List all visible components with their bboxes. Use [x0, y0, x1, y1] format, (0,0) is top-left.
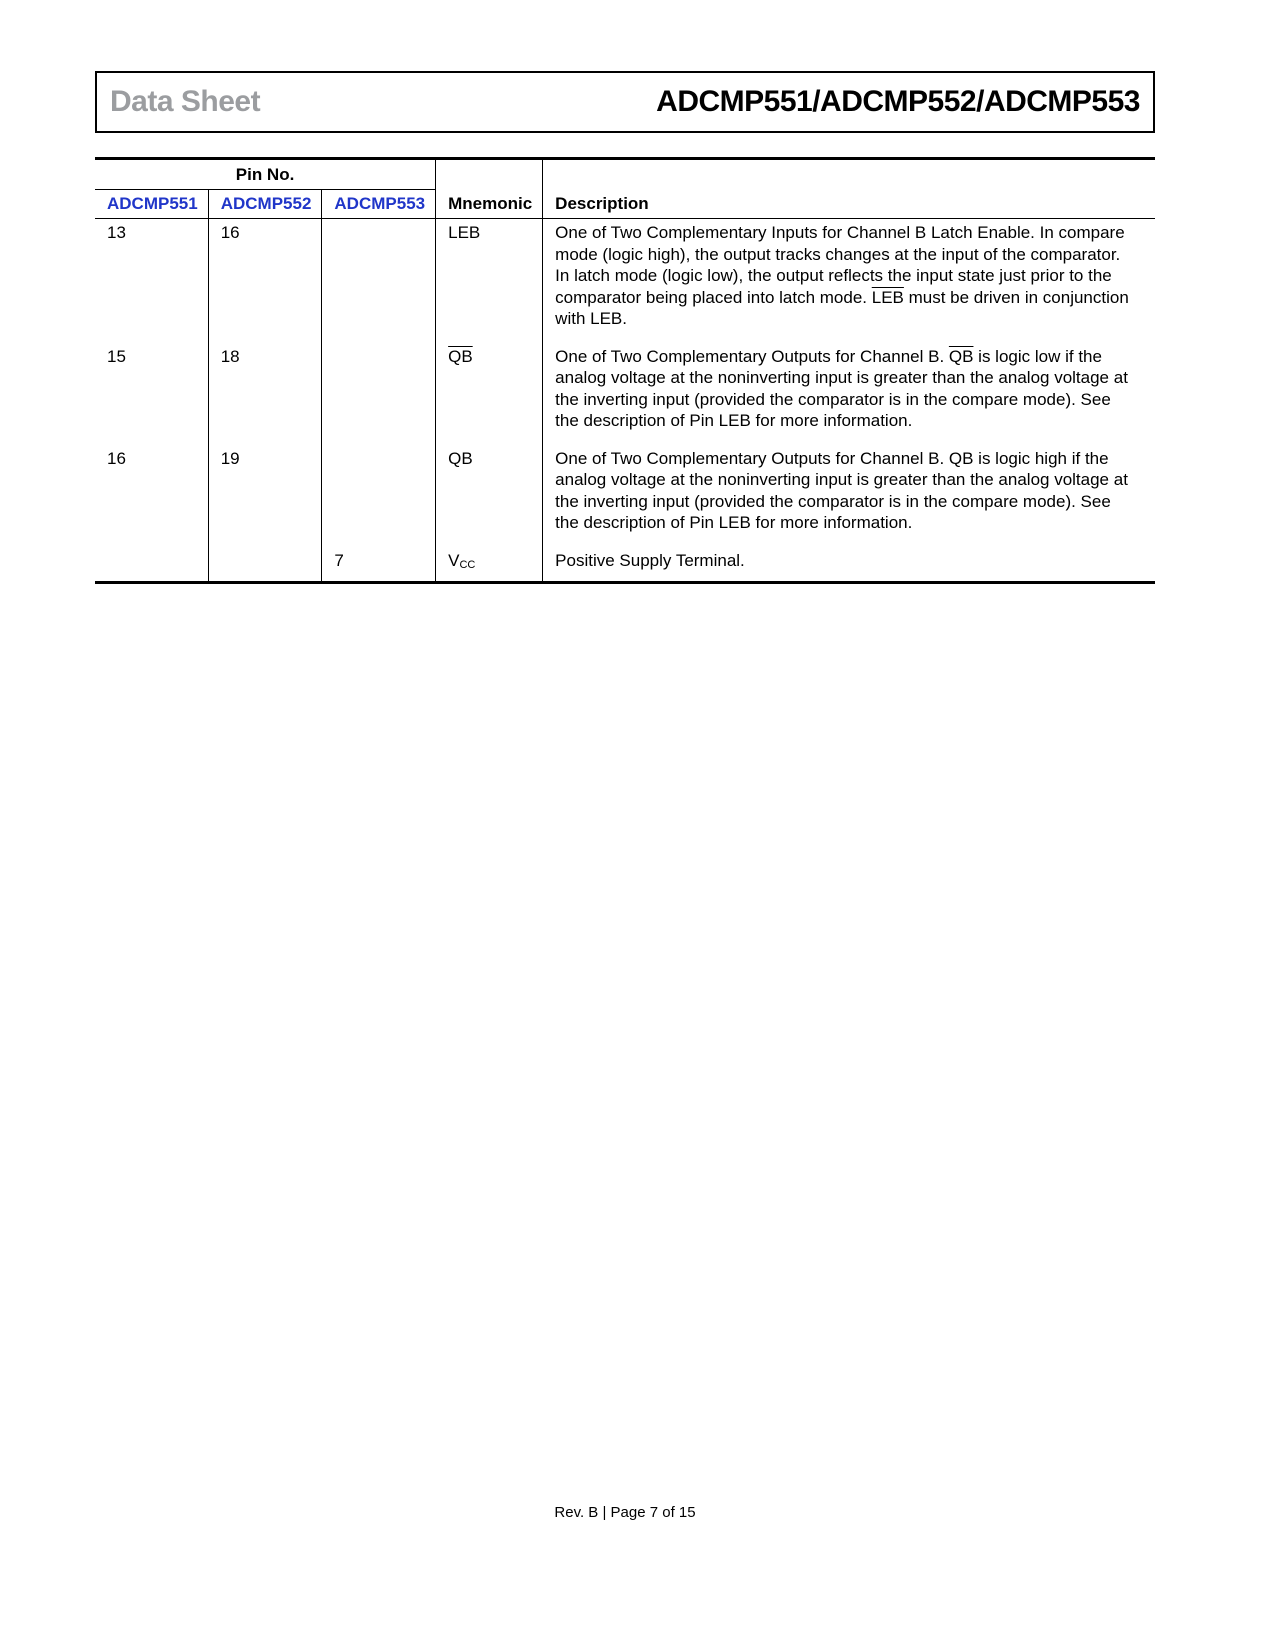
pin-cell-adcmp553 [322, 445, 436, 547]
pin-cell-adcmp551: 15 [95, 343, 208, 445]
group-header-row [95, 159, 1155, 190]
pin-cell-adcmp551 [95, 547, 208, 583]
pin-cell-adcmp553 [322, 343, 436, 445]
column-header-adcmp551: ADCMP551 [95, 189, 208, 219]
description-cell: One of Two Complementary Inputs for Channel B Latch Enable. In compare mode (logic high), the output tracks changes at the input of the comparator. In latch mode (logic low), the output reflects the input state just prior to the comparator being placed into latch mode. $\overline{LEB}$ must be driven in conjunction with LEB. [555, 223, 1129, 328]
pin-function-table-wrap [95, 157, 1155, 584]
doc-type-label: Data Sheet [110, 85, 261, 118]
pin-cell-adcmp551: 13 [95, 219, 208, 343]
page-header [95, 71, 1155, 133]
description-cell: One of Two Complementary Outputs for Channel B. $\overline{QB}$ is logic low if the analog voltage at the noninverting input is greater than the analog voltage at the inverting input (provided the comparator is in the compare mode). See the description of Pin LEB for more information. [555, 346, 1128, 430]
table-row-qb-bar [95, 343, 1155, 445]
part-number-title: ADCMP551/ADCMP552/ADCMP553 [656, 85, 1140, 118]
pin-function-table [95, 157, 1155, 584]
column-header-adcmp553: ADCMP553 [322, 189, 436, 219]
pin-cell-adcmp552: 19 [208, 445, 322, 547]
mnemonic-cell: LEB [436, 219, 543, 343]
page-footer: Rev. B | Page 7 of 15 [554, 1504, 696, 1521]
pin-cell-adcmp553: 7 [322, 547, 436, 583]
pin-cell-adcmp551: 16 [95, 445, 208, 547]
pin-cell-adcmp552 [208, 547, 322, 583]
column-header-adcmp552: ADCMP552 [208, 189, 322, 219]
mnemonic-cell: QB [436, 445, 543, 547]
pin-cell-adcmp552: 18 [208, 343, 322, 445]
table-row-leb [95, 219, 1155, 343]
description-cell: One of Two Complementary Outputs for Channel B. QB is logic high if the analog voltage at the noninverting input is greater than the analog voltage at the inverting input (provided the comparator is in the compare mode). See the description of Pin LEB for more information. [555, 448, 1128, 532]
pin-cell-adcmp552: 16 [208, 219, 322, 343]
mnemonic-cell: $\overline{QB}$ [436, 343, 543, 445]
mnemonic-cell: VCC [436, 547, 543, 583]
pin-no-group-header: Pin No. [95, 159, 436, 190]
table-row-vcc [95, 547, 1155, 583]
description-cell: Positive Supply Terminal. [555, 550, 745, 570]
pin-cell-adcmp553 [322, 219, 436, 343]
column-header-mnemonic: Mnemonic [436, 159, 543, 219]
table-row-qb [95, 445, 1155, 547]
column-header-description: Description [543, 159, 1155, 219]
